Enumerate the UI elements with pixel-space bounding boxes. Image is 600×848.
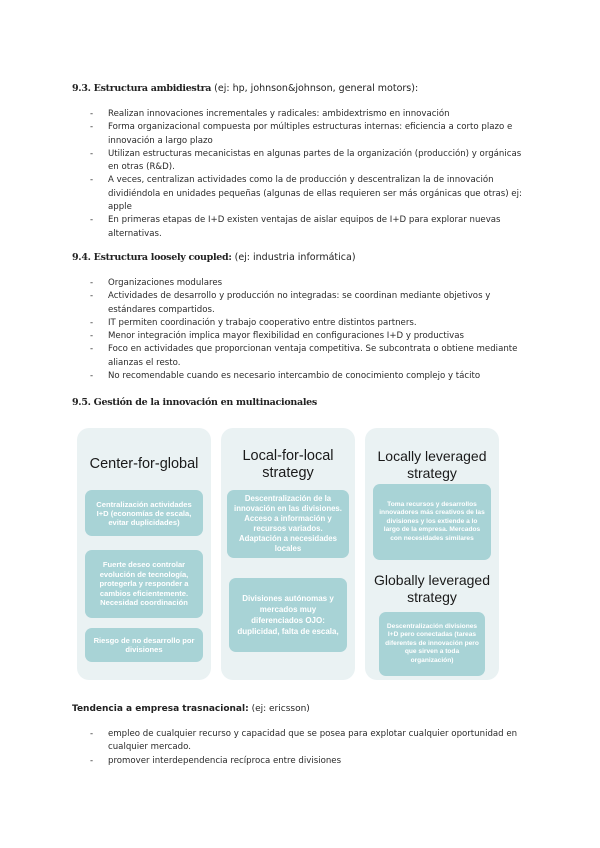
strategy-box: Centralización actividades I+D (economías de escala, evitar duplicidades) bbox=[85, 490, 203, 536]
bullet-list-trend bbox=[90, 728, 530, 768]
column-title: Center-for-global bbox=[89, 456, 199, 472]
strategy-box: Fuerte deseo controlar evolución de tecnología, protegerla y responder a cambios eficientemente. Necesidad coordinación bbox=[85, 550, 203, 618]
column-subtitle: Globally leveraged strategy bbox=[374, 572, 490, 605]
list-item: - A veces, centralizan actividades como la de producción y descentralizan la de innovación dividiéndola en unidades pequeñas (algunas de ellas requieren ser más orgánicas que otras) ej: apple bbox=[90, 174, 530, 214]
section-heading-9-4: 9.4. Estructura loosely coupled: (ej: industria informática) bbox=[72, 252, 356, 263]
list-item: - promover interdependencia recíproca entre divisiones bbox=[90, 755, 530, 768]
list-item: - Utilizan estructuras mecanicistas en algunas partes de la organización (producción) y orgánicas en otras (R&D). bbox=[90, 148, 530, 175]
list-item: - IT permiten coordinación y trabajo cooperativo entre distintos partners. bbox=[90, 317, 530, 330]
strategy-box: Descentralización divisiones I+D pero conectadas (tareas diferentes de innovación pero que sirven a toda organización) bbox=[379, 612, 485, 676]
strategy-box: Toma recursos y desarrollos innovadores más creativos de las divisiones y los extiende a lo largo de la empresa. Mercados con necesidades similares bbox=[373, 484, 491, 560]
strategy-box: Divisiones autónomas y mercados muy diferenciados OJO: duplicidad, falta de escala, bbox=[229, 578, 347, 652]
column-local-for-local bbox=[221, 428, 355, 680]
trend-heading: Tendencia a empresa trasnacional: (ej: ericsson) bbox=[72, 704, 310, 714]
list-item: - En primeras etapas de I+D existen ventajas de aislar equipos de I+D para explorar nuevas alternativas. bbox=[90, 214, 530, 241]
list-item: - Actividades de desarrollo y producción no integradas: se coordinan mediante objetivos y estándares compartidos. bbox=[90, 290, 530, 317]
bullet-list-9-3 bbox=[90, 108, 530, 241]
list-item: - Organizaciones modulares bbox=[90, 277, 530, 290]
list-item: - Menor integración implica mayor flexibilidad en configuraciones I+D y productivas bbox=[90, 330, 530, 343]
column-title: Local-for-local strategy bbox=[242, 448, 334, 481]
list-item: - empleo de cualquier recurso y capacidad que se posea para explotar cualquier oportunidad en cualquier mercado. bbox=[90, 728, 530, 755]
strategy-box: Riesgo de no desarrollo por divisiones bbox=[85, 628, 203, 662]
column-center-for-global bbox=[77, 428, 211, 680]
section-heading-9-5: 9.5. Gestión de la innovación en multinacionales bbox=[72, 397, 317, 408]
column-title: Locally leveraged strategy bbox=[377, 448, 487, 481]
strategy-box: Descentralización de la innovación en las divisiones. Acceso a información y recursos variados. Adaptación a necesidades locales bbox=[227, 490, 349, 558]
bullet-list-9-4 bbox=[90, 277, 530, 383]
list-item: - Realizan innovaciones incrementales y radicales: ambidextrismo en innovación bbox=[90, 108, 530, 121]
innovation-strategy-diagram bbox=[73, 426, 523, 686]
column-leveraged-strategies bbox=[365, 428, 499, 680]
list-item: - Foco en actividades que proporcionan ventaja competitiva. Se subcontrata o obtiene mediante alianzas el resto. bbox=[90, 343, 530, 370]
section-heading-9-3: 9.3. Estructura ambidiestra (ej: hp, johnson&johnson, general motors): bbox=[72, 83, 419, 94]
list-item: - No recomendable cuando es necesario intercambio de conocimiento complejo y tácito bbox=[90, 370, 530, 383]
list-item: - Forma organizacional compuesta por múltiples estructuras internas: eficiencia a corto plazo e innovación a largo plazo bbox=[90, 121, 530, 148]
